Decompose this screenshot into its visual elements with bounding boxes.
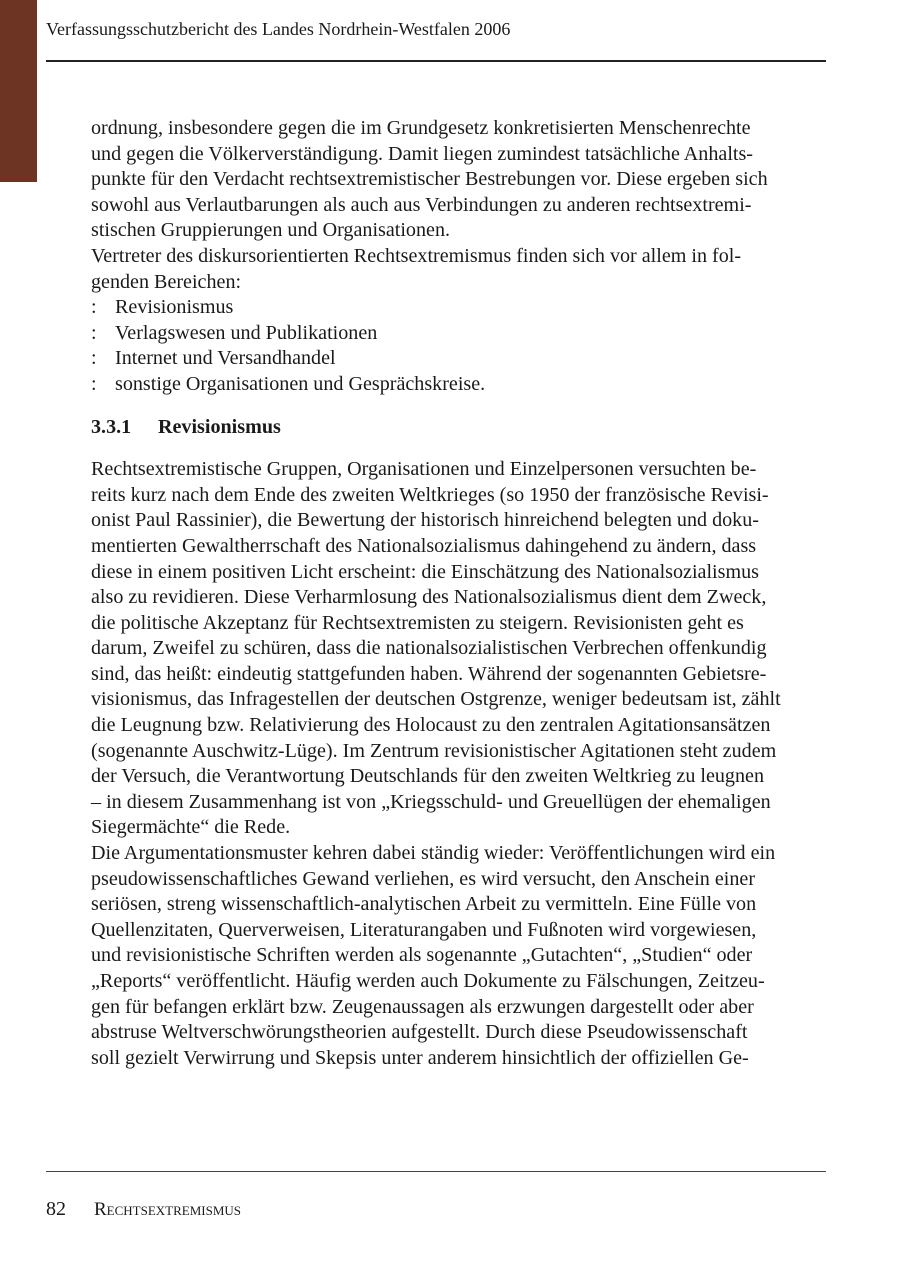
text-line: der Versuch, die Verantwortung Deutschlands für den zweiten Weltkrieg zu leugnen — [91, 765, 764, 788]
text-line: ordnung, insbesondere gegen die im Grundgesetz konkretisierten Menschenrechte — [91, 117, 751, 139]
bullet-marker: : — [91, 296, 97, 319]
text-line: diese in einem positiven Licht erscheint: die Einschätzung des Nationalsozialismus — [91, 560, 759, 583]
text-line: und gegen die Völkerverständigung. Damit liegen zumindest tatsächliche Anhalts- — [91, 142, 753, 165]
text-line: „Reports“ veröffentlicht. Häufig werden auch Dokumente zu Fälschungen, Zeitzeu- — [91, 970, 765, 992]
chapter-marker-tab — [0, 0, 37, 182]
bullet-list — [91, 295, 831, 397]
paragraph-3 — [91, 457, 831, 841]
page-body — [91, 116, 831, 1071]
text-line: die Leugnung bzw. Relativierung des Holocaust zu den zentralen Agitationsansätzen — [91, 714, 771, 737]
text-line: sowohl aus Verlautbarungen als auch aus Verbindungen zu anderen rechtsextremi- — [91, 193, 752, 216]
text-line: genden Bereichen: — [91, 270, 242, 293]
bullet-marker: : — [91, 372, 97, 395]
text-line: und revisionistische Schriften werden als sogenannte „Gutachten“, „Studien“ oder — [91, 944, 753, 967]
page-number: 82 — [46, 1198, 66, 1220]
text-line: seriösen, streng wissenschaftlich-analytischen Arbeit zu vermitteln. Eine Fülle von — [91, 893, 757, 916]
running-header-title: Verfassungsschutzbericht des Landes Nordrhein-Westfalen 2006 — [46, 19, 511, 39]
text-line: sind, das heißt: eindeutig stattgefunden haben. Während der sogenannten Gebietsre- — [91, 662, 767, 685]
text-line: also zu revidieren. Diese Verharmlosung des Nationalsozialismus dient dem Zweck, — [91, 586, 767, 609]
text-line: Vertreter des diskursorientierten Rechtsextremismus finden sich vor allem in fol- — [91, 244, 742, 267]
running-footer — [46, 1197, 241, 1222]
text-line: visionismus, das Infragestellen der deutschen Ostgrenze, weniger bedeutsam ist, zählt — [91, 688, 781, 711]
footer-section-name: Rechtsextremismus — [94, 1199, 242, 1220]
text-line: – in diesem Zusammenhang ist von „Kriegsschuld- und Greuellügen der ehemaligen — [91, 790, 771, 813]
paragraph-2 — [91, 244, 831, 295]
bullet-marker: : — [91, 321, 97, 344]
text-line: Quellenzitaten, Querverweisen, Literaturangaben und Fußnoten wird vorgewiesen, — [91, 918, 757, 941]
footer-rule — [46, 1171, 826, 1172]
header-rule — [46, 60, 826, 62]
list-item — [91, 321, 831, 347]
text-line: soll gezielt Verwirrung und Skepsis unter anderem hinsichtlich der offiziellen Ge- — [91, 1046, 749, 1069]
list-item — [91, 346, 831, 372]
text-line: stischen Gruppierungen und Organisationen. — [91, 219, 451, 242]
text-line: Siegermächte“ die Rede. — [91, 816, 291, 839]
text-line: Rechtsextremistische Gruppen, Organisationen und Einzelpersonen versuchten be- — [91, 458, 757, 481]
list-item-text: sonstige Organisationen und Gesprächskreise. — [115, 372, 486, 395]
section-number: 3.3.1 — [91, 415, 132, 438]
text-line: punkte für den Verdacht rechtsextremistischer Bestrebungen vor. Diese ergeben sich — [91, 168, 768, 191]
section-title: Revisionismus — [158, 415, 281, 438]
text-line: (sogenannte Auschwitz-Lüge). Im Zentrum revisionistischer Agitationen steht zudem — [91, 739, 777, 762]
text-line: onist Paul Rassinier), die Bewertung der historisch hinreichend belegten und doku- — [91, 509, 759, 532]
list-item-text: Revisionismus — [115, 296, 234, 319]
text-line: reits kurz nach dem Ende des zweiten Weltkrieges (so 1950 der französische Revisi- — [91, 483, 769, 506]
section-heading — [91, 415, 831, 441]
list-item-text: Verlagswesen und Publikationen — [115, 321, 378, 344]
list-item — [91, 372, 831, 398]
paragraph-1 — [91, 116, 831, 244]
text-line: abstruse Weltverschwörungstheorien aufgestellt. Durch diese Pseudowissenschaft — [91, 1021, 748, 1044]
text-line: pseudowissenschaftliches Gewand verliehen, es wird versucht, den Anschein einer — [91, 867, 756, 890]
text-line: die politische Akzeptanz für Rechtsextremisten zu steigern. Revisionisten geht es — [91, 611, 744, 634]
list-item-text: Internet und Versandhandel — [115, 347, 336, 370]
text-line: Die Argumentationsmuster kehren dabei ständig wieder: Veröffentlichungen wird ein — [91, 842, 776, 865]
text-line: mentierten Gewaltherrschaft des Nationalsozialismus dahingehend zu ändern, dass — [91, 534, 757, 557]
bullet-marker: : — [91, 347, 97, 370]
text-line: gen für befangen erklärt bzw. Zeugenaussagen als erzwungen dargestellt oder aber — [91, 995, 754, 1018]
text-line: darum, Zweifel zu schüren, dass die nationalsozialistischen Verbrechen offenkundig — [91, 637, 767, 660]
paragraph-4 — [91, 841, 831, 1071]
list-item — [91, 295, 831, 321]
